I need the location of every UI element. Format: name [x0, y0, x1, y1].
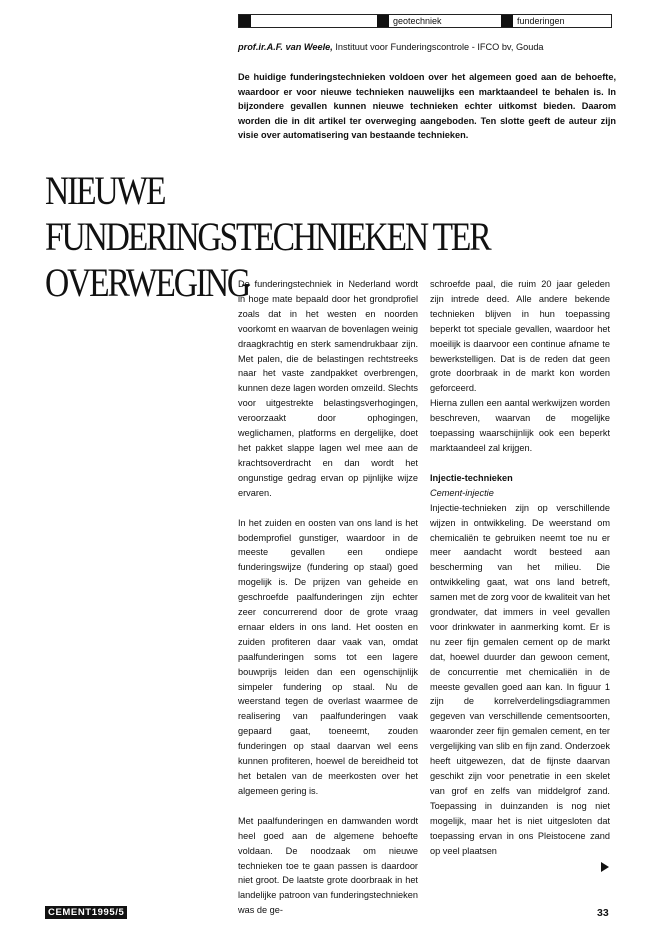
text-column-left: [238, 277, 418, 933]
body-paragraph: Hierna zullen een aantal werkwijzen worden beschreven, waarvan de mogelijke toepassing waarschijnlijk ook een beperkt marktaandeel zal krijgen.: [430, 398, 610, 453]
article-title: NIEUWE FUNDERINGSTECHNIEKEN TER OVERWEGING: [45, 168, 490, 305]
author-name: prof.ir.A.F. van Weele,: [238, 42, 333, 52]
author-byline: [238, 42, 544, 52]
header-empty-segment: [251, 15, 377, 27]
section-header-bar: [238, 14, 612, 28]
body-paragraph: De funderingstechniek in Nederland wordt in hoge mate bepaald door het grondprofiel zoals dat in het westen en noorden voorkomt en waarvan de bovenlagen weinig draagkrachtig en sterk samendrukbaar zijn. Met palen, die de belastingen rechtstreeks naar het vaste zandpakket overbrengen, kunnen deze lagen worden omzeild. Slechts voor uitgestrekte belastingsverhogingen, veroorzaakt door ophogingen, weglichamen, platforms en dergelijke, doet het pakket slappe lagen wel mee aan de krachtsoverdracht en dan wordt het ongunstige gedrag ervan op pijnlijke wijze ervaren.: [238, 279, 418, 498]
author-affiliation: Instituut voor Funderingscontrole - IFCO bv, Gouda: [335, 42, 544, 52]
journal-issue-label: CEMENT1995/5: [45, 906, 127, 919]
body-paragraph: Met paalfunderingen en damwanden wordt heel goed aan de algemene behoefte voldaan. De noodzaak om nieuwe technieken toe te gaan passen is daardoor niet groot. De laatste grote doorbraak in het landelijke patroon van funderingstechnieken was de ge-: [238, 815, 418, 916]
header-section-geotechniek: geotechniek: [393, 16, 442, 26]
header-marker-block: [377, 15, 389, 27]
intro-paragraph: De huidige funderingstechnieken voldoen over het algemeen goed aan de behoefte, waardoor er voor nieuwe technieken nauwelijks een marktaandeel te behalen is. In bijzondere gevallen kunnen nieuwe technieken echter uitkomst bieden. Daarom worden die in dit artikel ter overweging aangeboden. Ten slotte geeft de auteur zijn visie over automatisering van bestaande technieken.: [238, 72, 616, 141]
body-paragraph: schroefde paal, die ruim 20 jaar geleden zijn intrede deed. Alle andere bekende technieken blijven in hun toepassing beperkt tot speciale gevallen, waardoor het moeilijk is daarvoor een continue afname te bewerkstelligen. Dat is de reden dat geen grote doorbraak in de markt kon worden geforceerd.: [430, 279, 610, 394]
continue-arrow-icon: [601, 862, 609, 872]
header-section-funderingen: funderingen: [517, 16, 565, 26]
text-column-right: [430, 277, 610, 873]
header-marker-block: [501, 15, 513, 27]
page-number: 33: [597, 907, 609, 919]
section-heading: Injectie-technieken: [430, 472, 513, 483]
section-subheading: Cement-injectie: [430, 487, 494, 498]
body-paragraph: In het zuiden en oosten van ons land is het bodemprofiel gunstiger, waardoor in de meeste gevallen een ondiepe funderingswijze (fundering op staal) goed mogelijk is. De prijzen van geheide en geschroefde paalfunderingen zijn echter zeer concurrerend door de grote vraag ernaar elders in ons land. Het oosten en zuiden profiteren daar vaak van, omdat paalfunderingen soms tot een lagere bouwprijs leiden dan een ogenschijnlijk simpeler fundering op staal. Nu de weerstand tegen de overlast waarmee de realisering van paalfunderingen vaak gepaard gaat, toeneemt, zouden funderingen op staal daarvan wel eens kunnen profiteren, hoewel de bereidheid tot het betalen van de meerkosten over het algemeen gering is.: [238, 517, 418, 796]
header-marker-block: [239, 15, 251, 27]
body-paragraph: Injectie-technieken zijn op verschillende wijzen in ontwikkeling. De weerstand om chemicaliën te gebruiken neemt toe nu er meer aandacht wordt besteed aan bescherming van het milieu. Die ontwikkeling gaat, wat ons land betreft, samen met de zorg voor de kwaliteit van het grondwater, dat immers in veel gevallen voor drinkwater in aanmerking komt. Er is nu zeer fijn gemalen cement op de markt dat, hoewel duurder dan gewoon cement, de concurrentie met chemicaliën in de meeste gevallen goed aan kan. In figuur 1 zijn de korrelverdelingsdiagrammen gegeven van verschillende cementsoorten, waaronder zeer fijn gemalen cement, en ter vergelijking van slib en fijn zand. Onderzoek heeft uitgewezen, dat de fijnste daarvan geschikt zijn voor penetratie in een skelet van grof en zelfs van middelgrof zand. Toepassing in duinzanden is nog niet mogelijk, maar het is niet uitgesloten dat toepassing ervan in ons Pleistocene zand op veel plaatsen: [430, 502, 610, 856]
